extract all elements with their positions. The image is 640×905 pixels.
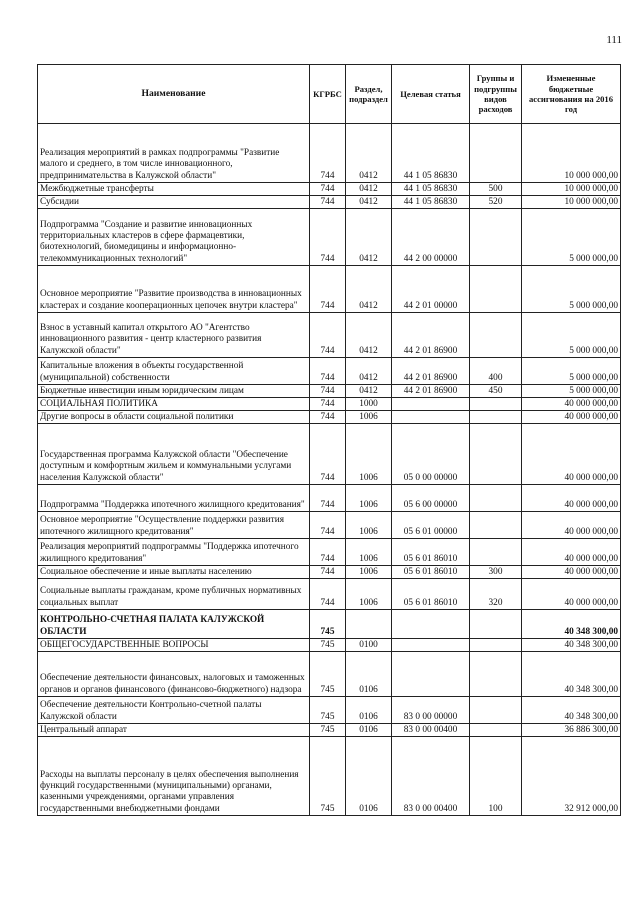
page-number: 111 (606, 34, 622, 46)
cell-section: 1006 (346, 485, 392, 512)
cell-amount: 40 000 000,00 (522, 485, 621, 512)
table-row (38, 183, 621, 196)
cell-section: 0106 (346, 724, 392, 737)
cell-ktrbs: 744 (310, 266, 346, 313)
cell-target: 44 2 01 86900 (392, 385, 470, 398)
cell-ktrbs: 745 (310, 697, 346, 724)
table-row (38, 424, 621, 485)
cell-amount: 40 348 300,00 (522, 639, 621, 652)
cell-section: 1006 (346, 424, 392, 485)
cell-target: 05 0 00 00000 (392, 424, 470, 485)
cell-amount: 10 000 000,00 (522, 196, 621, 209)
cell-section: 0106 (346, 737, 392, 816)
cell-group: 100 (470, 737, 522, 816)
cell-amount: 40 348 300,00 (522, 697, 621, 724)
cell-name: Бюджетные инвестиции иным юридическим лицам (38, 385, 310, 398)
cell-group (470, 411, 522, 424)
cell-section: 0412 (346, 385, 392, 398)
cell-target (392, 411, 470, 424)
cell-amount: 40 000 000,00 (522, 411, 621, 424)
cell-ktrbs: 744 (310, 566, 346, 579)
cell-group (470, 610, 522, 639)
table-row (38, 398, 621, 411)
cell-target: 44 2 01 86900 (392, 313, 470, 358)
cell-section: 0412 (346, 266, 392, 313)
cell-name: Основное мероприятие "Осуществление поддержки развития ипотечного жилищного кредитования" (38, 512, 310, 539)
cell-name: Центральный аппарат (38, 724, 310, 737)
cell-ktrbs: 744 (310, 424, 346, 485)
cell-group (470, 266, 522, 313)
table-row (38, 209, 621, 266)
cell-target: 44 1 05 86830 (392, 124, 470, 183)
cell-target: 05 6 01 86010 (392, 579, 470, 610)
cell-amount: 40 000 000,00 (522, 424, 621, 485)
table-body (38, 124, 621, 816)
cell-name: Реализация мероприятий в рамках подпрограммы "Развитие малого и среднего, в том числе инновационного, предпринимательства в Калужской области" (38, 124, 310, 183)
cell-amount: 10 000 000,00 (522, 124, 621, 183)
cell-group (470, 652, 522, 697)
cell-target: 44 2 00 00000 (392, 209, 470, 266)
table-row (38, 385, 621, 398)
cell-section: 0412 (346, 183, 392, 196)
cell-name: Межбюджетные трансферты (38, 183, 310, 196)
cell-group (470, 424, 522, 485)
cell-group (470, 485, 522, 512)
cell-target (392, 398, 470, 411)
cell-ktrbs: 744 (310, 539, 346, 566)
cell-group: 450 (470, 385, 522, 398)
cell-group (470, 724, 522, 737)
table-row (38, 566, 621, 579)
cell-target: 05 6 00 00000 (392, 485, 470, 512)
cell-amount: 10 000 000,00 (522, 183, 621, 196)
cell-ktrbs: 745 (310, 610, 346, 639)
cell-section: 0412 (346, 209, 392, 266)
table-row (38, 358, 621, 385)
table-row (38, 485, 621, 512)
cell-amount: 40 000 000,00 (522, 398, 621, 411)
cell-ktrbs: 744 (310, 183, 346, 196)
cell-section: 0412 (346, 124, 392, 183)
cell-name: Государственная программа Калужской области "Обеспечение доступным и комфортным жильем и коммунальными услугами населения Калужской области" (38, 424, 310, 485)
cell-name: Подпрограмма "Поддержка ипотечного жилищного кредитования" (38, 485, 310, 512)
cell-target: 05 6 01 00000 (392, 512, 470, 539)
cell-amount: 40 348 300,00 (522, 652, 621, 697)
header-amount: Измененные бюджетные ассигнования на 2016 год (522, 65, 621, 124)
cell-ktrbs: 744 (310, 485, 346, 512)
cell-group: 520 (470, 196, 522, 209)
cell-amount: 40 000 000,00 (522, 512, 621, 539)
cell-amount: 40 348 300,00 (522, 610, 621, 639)
table-row (38, 512, 621, 539)
cell-name: Расходы на выплаты персоналу в целях обеспечения выполнения функций государственными (муниципальными) органами, казенными учреждениями, органами управления государственными внебюджетными фондами (38, 737, 310, 816)
cell-group: 300 (470, 566, 522, 579)
table-row (38, 724, 621, 737)
cell-ktrbs: 745 (310, 724, 346, 737)
table-row (38, 610, 621, 639)
cell-target (392, 652, 470, 697)
cell-target: 83 0 00 00000 (392, 697, 470, 724)
cell-name: Взнос в уставный капитал открытого АО "Агентство инновационного развития - центр кластерного развития Калужской области" (38, 313, 310, 358)
cell-name: Социальные выплаты гражданам, кроме публичных нормативных социальных выплат (38, 579, 310, 610)
cell-amount: 32 912 000,00 (522, 737, 621, 816)
cell-group: 400 (470, 358, 522, 385)
table-header-row (38, 65, 621, 124)
cell-target: 44 2 01 86900 (392, 358, 470, 385)
cell-ktrbs: 744 (310, 512, 346, 539)
cell-amount: 40 000 000,00 (522, 566, 621, 579)
cell-name: СОЦИАЛЬНАЯ ПОЛИТИКА (38, 398, 310, 411)
table-row (38, 652, 621, 697)
cell-ktrbs: 744 (310, 385, 346, 398)
table-row (38, 539, 621, 566)
header-section: Раздел, подраздел (346, 65, 392, 124)
cell-name: Обеспечение деятельности Контрольно-счетной палаты Калужской области (38, 697, 310, 724)
cell-target: 05 6 01 86010 (392, 539, 470, 566)
cell-ktrbs: 744 (310, 579, 346, 610)
table-row (38, 737, 621, 816)
cell-section: 0412 (346, 313, 392, 358)
cell-amount: 40 000 000,00 (522, 579, 621, 610)
cell-section: 1006 (346, 512, 392, 539)
cell-amount: 36 886 300,00 (522, 724, 621, 737)
cell-ktrbs: 744 (310, 398, 346, 411)
cell-name: Основное мероприятие "Развитие производства в инновационных кластерах и создание кооперационных цепочек внутри кластера" (38, 266, 310, 313)
cell-name: Другие вопросы в области социальной политики (38, 411, 310, 424)
cell-ktrbs: 745 (310, 737, 346, 816)
cell-target: 83 0 00 00400 (392, 737, 470, 816)
cell-target: 44 2 01 00000 (392, 266, 470, 313)
cell-group (470, 209, 522, 266)
table-row (38, 313, 621, 358)
cell-name: Обеспечение деятельности финансовых, налоговых и таможенных органов и органов финансового (финансово-бюджетного) надзора (38, 652, 310, 697)
cell-amount: 5 000 000,00 (522, 385, 621, 398)
table-row (38, 266, 621, 313)
header-ktrbs: КГРБС (310, 65, 346, 124)
cell-section: 0106 (346, 652, 392, 697)
cell-ktrbs: 745 (310, 639, 346, 652)
cell-section: 1006 (346, 566, 392, 579)
table-row (38, 411, 621, 424)
cell-group (470, 697, 522, 724)
cell-group (470, 398, 522, 411)
cell-target: 83 0 00 00400 (392, 724, 470, 737)
cell-group: 500 (470, 183, 522, 196)
table-row (38, 579, 621, 610)
cell-group (470, 539, 522, 566)
cell-section: 1000 (346, 398, 392, 411)
cell-ktrbs: 744 (310, 196, 346, 209)
cell-amount: 5 000 000,00 (522, 358, 621, 385)
cell-ktrbs: 744 (310, 358, 346, 385)
header-groups: Группы и подгруппы видов расходов (470, 65, 522, 124)
cell-name: Социальное обеспечение и иные выплаты населению (38, 566, 310, 579)
cell-target (392, 639, 470, 652)
cell-ktrbs: 745 (310, 652, 346, 697)
cell-group (470, 124, 522, 183)
cell-section: 0106 (346, 697, 392, 724)
cell-amount: 5 000 000,00 (522, 313, 621, 358)
cell-ktrbs: 744 (310, 209, 346, 266)
cell-group: 320 (470, 579, 522, 610)
cell-section (346, 610, 392, 639)
table-row (38, 639, 621, 652)
cell-ktrbs: 744 (310, 411, 346, 424)
header-target: Целевая статья (392, 65, 470, 124)
table-row (38, 697, 621, 724)
budget-table (37, 64, 621, 816)
header-name: Наименование (38, 65, 310, 124)
table-row (38, 124, 621, 183)
cell-name: Субсидии (38, 196, 310, 209)
cell-name: КОНТРОЛЬНО-СЧЕТНАЯ ПАЛАТА КАЛУЖСКОЙ ОБЛАСТИ (38, 610, 310, 639)
cell-section: 0412 (346, 196, 392, 209)
cell-amount: 5 000 000,00 (522, 209, 621, 266)
cell-section: 1006 (346, 411, 392, 424)
cell-name: Подпрограмма "Создание и развитие инновационных территориальных кластеров в сфере фармацевтики, биотехнологий, биомедицины и информационно-телекоммуникационных технологий" (38, 209, 310, 266)
cell-section: 0412 (346, 358, 392, 385)
cell-target (392, 610, 470, 639)
cell-name: Реализация мероприятий подпрограммы "Поддержка ипотечного жилищного кредитования" (38, 539, 310, 566)
cell-section: 1006 (346, 579, 392, 610)
cell-group (470, 639, 522, 652)
cell-name: ОБЩЕГОСУДАРСТВЕННЫЕ ВОПРОСЫ (38, 639, 310, 652)
cell-target: 44 1 05 86830 (392, 196, 470, 209)
cell-amount: 40 000 000,00 (522, 539, 621, 566)
cell-ktrbs: 744 (310, 124, 346, 183)
cell-group (470, 512, 522, 539)
cell-name: Капитальные вложения в объекты государственной (муниципальной) собственности (38, 358, 310, 385)
cell-group (470, 313, 522, 358)
cell-target: 44 1 05 86830 (392, 183, 470, 196)
cell-section: 1006 (346, 539, 392, 566)
cell-amount: 5 000 000,00 (522, 266, 621, 313)
cell-section: 0100 (346, 639, 392, 652)
cell-target: 05 6 01 86010 (392, 566, 470, 579)
table-row (38, 196, 621, 209)
cell-ktrbs: 744 (310, 313, 346, 358)
